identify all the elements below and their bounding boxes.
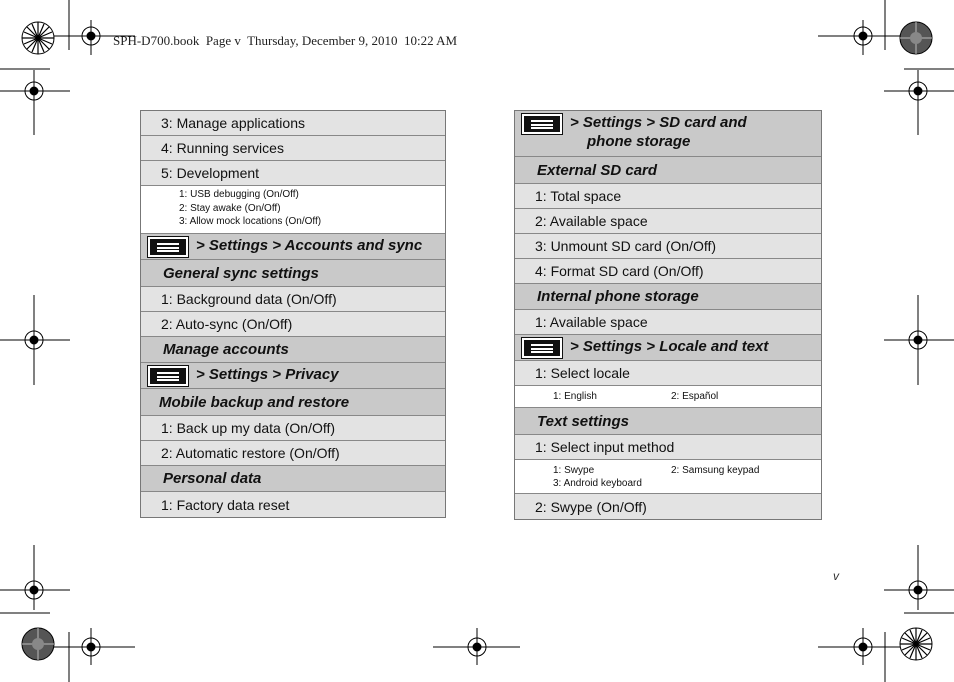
list-item: 3: Unmount SD card (On/Off) [515,234,821,259]
list-item: 3: Manage applications [141,111,445,136]
list-item: 2: Español [671,391,719,402]
list-item: 1: Swype [553,465,595,476]
left-menu-table [140,110,446,518]
list-item: 2: Stay awake (On/Off) [179,202,281,214]
list-item: 1: Select input method [515,435,821,460]
list-item: 2: Auto-sync (On/Off) [141,312,445,337]
list-item: 1: Background data (On/Off) [141,287,445,312]
menu-key-icon [522,114,562,134]
list-item: 2: Available space [515,209,821,234]
locale-options [515,386,821,408]
list-item: 4: Format SD card (On/Off) [515,259,821,284]
list-item: 1: Total space [515,184,821,209]
list-item: 1: Factory data reset [141,492,445,517]
path-label: > Settings > Locale and text [570,338,769,355]
grey-target-bottom-left [22,628,54,660]
list-item: 2: Swype (On/Off) [515,494,821,519]
menu-key-icon [148,237,188,257]
right-menu-table [514,110,822,520]
section-heading: Mobile backup and restore [141,389,445,416]
section-heading: Internal phone storage [515,284,821,310]
star-target-bottom-right [900,628,932,660]
section-heading: Text settings [515,408,821,435]
menu-key-icon [148,366,188,386]
list-item: 1: English [553,391,597,402]
list-item: 2: Samsung keypad [671,465,760,476]
star-target-top-left [22,22,54,54]
menu-key-icon [522,338,562,358]
menu-path-sd-card [515,111,821,157]
path-label: > Settings > Accounts and sync [196,237,423,254]
path-label-line: phone storage [587,133,691,150]
section-heading: Manage accounts [141,337,445,363]
list-item: 5: Development [141,161,445,186]
list-item: 3: Android keyboard [553,478,642,489]
menu-path-privacy [141,363,445,389]
input-method-options [515,460,821,494]
list-item: 2: Automatic restore (On/Off) [141,441,445,466]
list-item: 1: USB debugging (On/Off) [179,189,299,200]
list-item: 4: Running services [141,136,445,161]
path-label [570,111,747,151]
menu-path-locale [515,335,821,361]
path-label: > Settings > Privacy [196,366,339,383]
list-item: 1: Available space [515,310,821,335]
section-heading: Personal data [141,466,445,492]
list-item: 1: Back up my data (On/Off) [141,416,445,441]
print-header: SPH-D700.book Page v Thursday, December 9, 2010 10:22 AM [113,33,458,48]
list-item: 1: Select locale [515,361,821,386]
list-item: 3: Allow mock locations (On/Off) [179,216,322,227]
development-sub-list [141,186,445,234]
path-label-line: > Settings > SD card and [570,114,747,131]
section-heading: General sync settings [141,260,445,287]
grey-target-top-right [900,22,932,54]
page-number: v [833,569,839,583]
menu-path-accounts [141,234,445,260]
section-heading: External SD card [515,157,821,184]
